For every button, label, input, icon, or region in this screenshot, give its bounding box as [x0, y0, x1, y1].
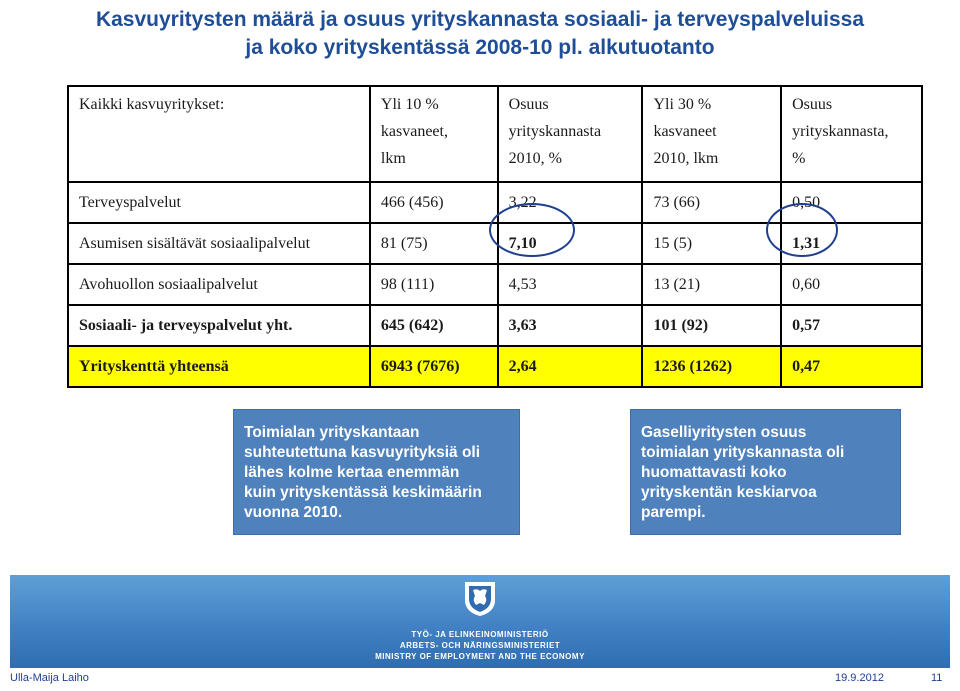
- table-row: [68, 223, 922, 264]
- callout-left-line: Toimialan yrityskantaan: [244, 424, 420, 441]
- table-cell: Sosiaali- ja terveyspalvelut yht.: [68, 305, 370, 346]
- table-cell: 13 (21): [642, 264, 781, 305]
- table-cell: 1,31: [781, 223, 922, 264]
- table-cell: 15 (5): [642, 223, 781, 264]
- table-row: [68, 264, 922, 305]
- ministry-name-line-2: ARBETS- OCH NÄRINGSMINISTERIET: [399, 641, 561, 650]
- table-cell: 1236 (1262): [642, 346, 781, 387]
- callout-right-line: huomattavasti koko: [641, 464, 787, 481]
- callout-left-line: vuonna 2010.: [244, 504, 343, 521]
- ministry-lion-logo-icon: [455, 578, 505, 618]
- callout-right-line: yrityskentän keskiarvoa: [641, 484, 817, 501]
- table-cell: 101 (92): [642, 305, 781, 346]
- callout-left-line: suhteutettuna kasvuyrityksiä oli: [244, 444, 481, 461]
- header-cell-category: Kaikki kasvuyritykset:: [68, 86, 370, 182]
- callout-left: [233, 409, 520, 535]
- table-cell: 0,47: [781, 346, 922, 387]
- table-cell: 3,63: [498, 305, 643, 346]
- header-cell-over30-count: Yli 30 % kasvaneet 2010, lkm: [642, 86, 781, 182]
- ministry-name-line-1: TYÖ- JA ELINKEINOMINISTERIÖ: [411, 630, 549, 639]
- footer-bar: [0, 668, 960, 691]
- growth-companies-table: [67, 85, 923, 388]
- slide-title-line-2: ja koko yrityskentässä 2008-10 pl. alkutuotanto: [245, 36, 715, 59]
- table-cell: Terveyspalvelut: [68, 182, 370, 223]
- table-cell: Avohuollon sosiaalipalvelut: [68, 264, 370, 305]
- table-row-subtotal: [68, 305, 922, 346]
- table-cell: 81 (75): [370, 223, 498, 264]
- ministry-name-line-3: MINISTRY OF EMPLOYMENT AND THE ECONOMY: [375, 652, 585, 661]
- table-row-total: [68, 346, 922, 387]
- footer-author: Ulla-Maija Laiho: [10, 672, 89, 684]
- header-cell-over10-count: Yli 10 % kasvaneet, lkm: [370, 86, 498, 182]
- table-cell: 6943 (7676): [370, 346, 498, 387]
- table-cell: 2,64: [498, 346, 643, 387]
- table-cell: 0,57: [781, 305, 922, 346]
- table-cell: 645 (642): [370, 305, 498, 346]
- callout-left-line: kuin yrityskentässä keskimäärin: [244, 484, 482, 501]
- table-cell: 98 (111): [370, 264, 498, 305]
- callout-right-line: toimialan yrityskannasta oli: [641, 444, 845, 461]
- table-cell: Asumisen sisältävät sosiaalipalvelut: [68, 223, 370, 264]
- table-cell: Yrityskenttä yhteensä: [68, 346, 370, 387]
- callout-right: [630, 409, 901, 535]
- table-row: [68, 182, 922, 223]
- table-header-row: [68, 86, 922, 182]
- table-cell: 0,50: [781, 182, 922, 223]
- header-cell-over30-share: Osuus yrityskannasta, %: [781, 86, 922, 182]
- slide-title: [0, 6, 960, 62]
- footer-date: 19.9.2012: [835, 672, 884, 684]
- header-cell-over10-share: Osuus yrityskannasta 2010, %: [498, 86, 643, 182]
- callout-right-line: parempi.: [641, 504, 706, 521]
- table-cell: 0,60: [781, 264, 922, 305]
- table-cell: 4,53: [498, 264, 643, 305]
- callout-right-line: Gaselliyritysten osuus: [641, 424, 807, 441]
- slide-title-line-1: Kasvuyritysten määrä ja osuus yrityskannasta sosiaali- ja terveyspalveluissa: [95, 8, 865, 31]
- footer-page-number: 11: [931, 672, 943, 684]
- callout-left-line: lähes kolme kertaa enemmän: [244, 464, 460, 481]
- table-cell: 466 (456): [370, 182, 498, 223]
- table-cell: 3,22: [498, 182, 643, 223]
- table-cell: 7,10: [498, 223, 643, 264]
- table-cell: 73 (66): [642, 182, 781, 223]
